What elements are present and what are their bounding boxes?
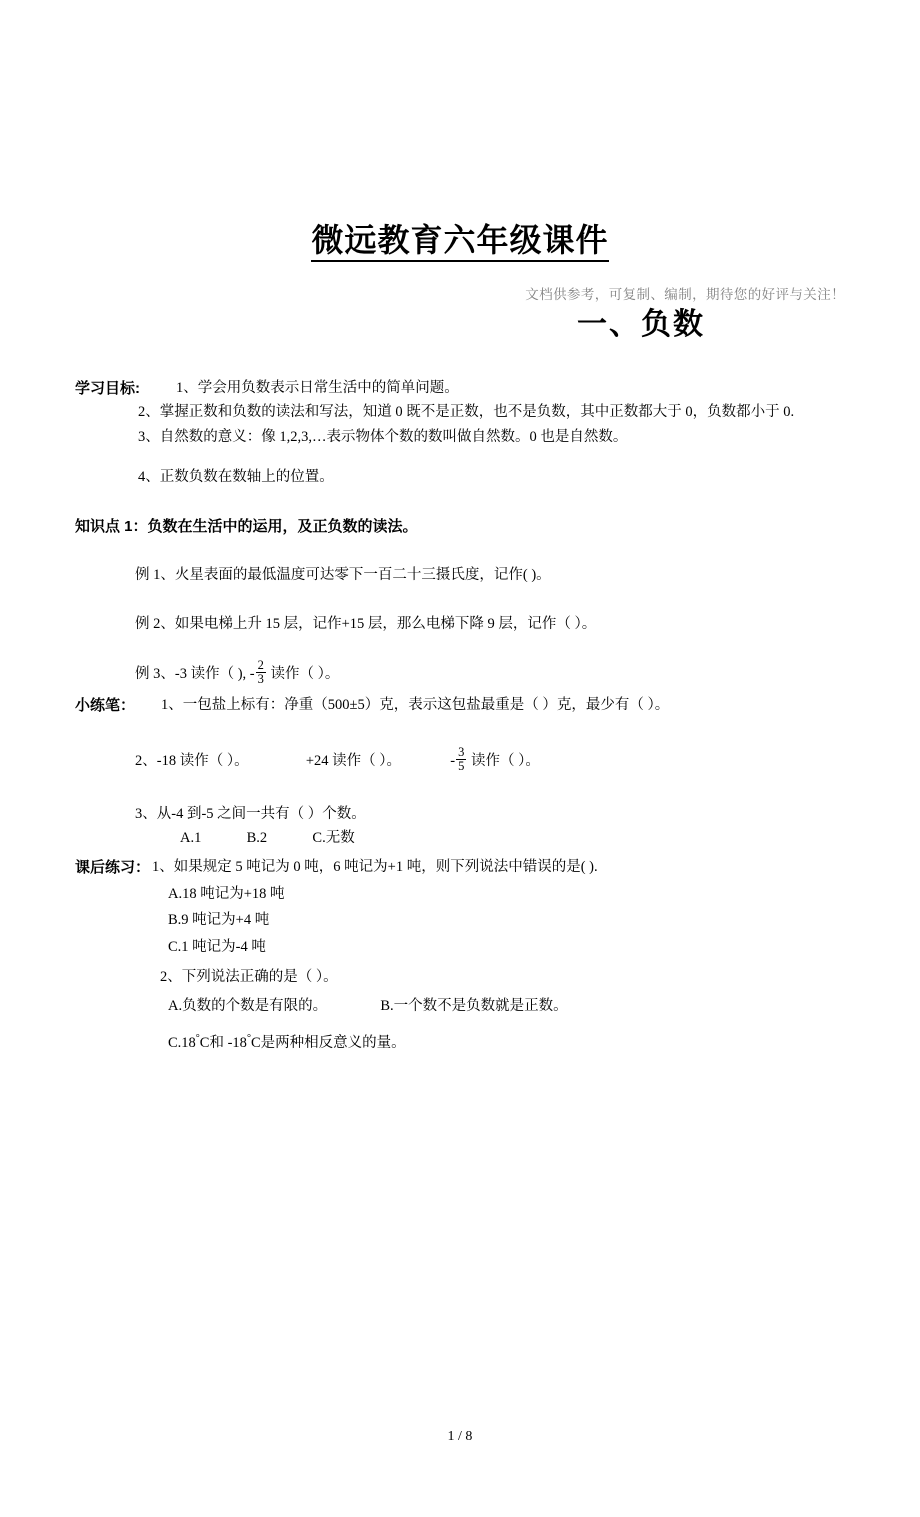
fraction-neg-three-fifths [450,744,467,775]
practice-block [75,694,845,717]
option-c-suffix: 是两种相反意义的量。 [260,1035,406,1052]
homework-q2-option-a: A.负数的个数是有限的。 [168,997,328,1014]
fraction [456,746,466,773]
degree-symbol-1: ° [195,1033,200,1045]
knowledge-point-label: 知识点 1： [75,517,148,535]
knowledge-point-heading [75,515,845,538]
practice-q1-value: 500±5 [327,697,365,714]
practice-q3: 3、从-4 到-5 之间一共有（ ）个数。 [135,805,366,822]
practice-q2-prefix: 2、-18 读作（ ）。 [135,752,249,769]
chapter-title: 一、负数 [577,308,705,341]
homework-q2-option-c [168,1031,845,1054]
practice-q3-option-c: C.无数 [312,830,355,847]
objective-item-4: 4、正数负数在数轴上的位置。 [138,469,334,486]
practice-q3-option-a: A.1 [180,830,202,847]
example-3 [135,658,845,688]
fraction-sign: - [450,752,456,769]
practice-q3-option-b: B.2 [246,830,268,847]
document-title-text: 微远教育六年级课件 [311,222,608,262]
practice-q2 [135,744,845,775]
fraction-denominator: 3 [257,672,264,687]
objectives-block [75,377,845,401]
option-c-prefix: C. [168,1035,182,1052]
objectives-label: 学习目标: [75,380,140,397]
homework-label: 课后练习： [75,858,151,876]
fraction-sign: - [249,666,255,683]
example-2: 例 2、如果电梯上升 15 层，记作+15 层，那么电梯下降 9 层，记作（ ）。 [135,615,597,632]
objective-item-3: 3、自然数的意义：像 1,2,3,…表示物体个数的数叫做自然数。0 也是自然数。 [138,428,628,445]
page-number: 1 / 8 [447,1429,473,1444]
fraction [256,659,266,686]
homework-q2-option-b: B.一个数不是负数就是正数。 [380,997,568,1014]
objective-item-2: 2、掌握正数和负数的读法和写法，知道 0 既不是正数，也不是负数，其中正数都大于 0，负数都小于 0. [138,404,795,421]
practice-q1-part1: 1、一包盐上标有：净重（ [161,697,328,714]
objective-item-1: 1、学会用负数表示日常生活中的简单问题。 [176,380,459,396]
practice-q2-suffix: 读作（ ）。 [470,752,540,769]
example-1: 例 1、火星表面的最低温度可达零下一百二十三摄氏度，记作( )。 [135,567,551,584]
homework-q1: 1、如果规定 5 吨记为 0 吨，6 吨记为+1 吨，则下列说法中错误的是( ). [152,858,598,875]
practice-label: 小练笔： [75,697,136,715]
homework-q2: 2、下列说法正确的是（ ）。 [160,969,338,986]
knowledge-point-text: 负数在生活中的运用，及正负数的读法。 [147,517,418,535]
fraction-numerator: 2 [257,658,264,673]
option-c-mid: 和 -18 [209,1035,247,1052]
practice-q3-options [180,827,845,849]
example-3-prefix: 例 3、-3 读作（ ), [135,666,247,683]
practice-q2-mid: +24 读作（ ）。 [305,752,402,769]
fraction-numerator: 3 [458,744,465,759]
homework-block [75,856,845,879]
celsius-unit-1: C [199,1035,210,1052]
example-3-suffix: 读作（ ）。 [270,666,340,683]
fraction-neg-two-thirds [249,658,267,688]
homework-q1-option-a: A.18 吨记为+18 吨 [168,886,285,902]
degree-symbol-2: ° [246,1033,251,1045]
document-body [75,377,845,1055]
homework-q1-option-c: C.1 吨记为-4 吨 [168,938,266,955]
document-title [75,215,845,261]
homework-q2-options-row [168,995,845,1017]
temp-value-1: 18 [181,1035,196,1052]
practice-q1-part2: ）克，表示这包盐最重是（ ）克，最少有（ ）。 [364,697,670,714]
homework-q1-option-b: B.9 吨记为+4 吨 [168,912,270,929]
fraction-denominator: 5 [458,758,465,773]
watermark-text: 文档供参考，可复制、编制，期待您的好评与关注！ [525,287,845,302]
document-page [0,215,920,1517]
celsius-unit-2: C [250,1035,261,1052]
